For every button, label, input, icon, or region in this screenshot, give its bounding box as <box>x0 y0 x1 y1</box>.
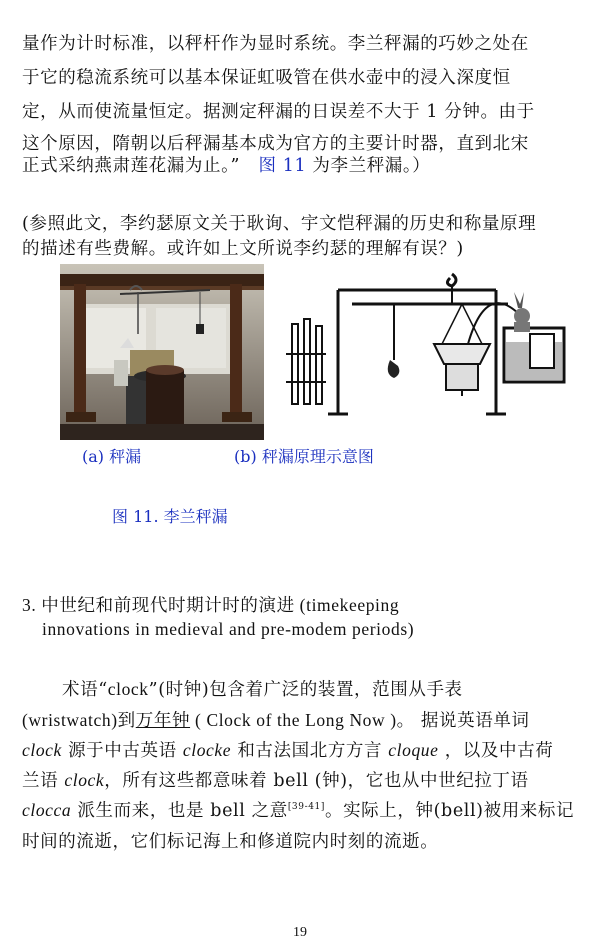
text-span: 为李兰秤漏。） <box>312 156 431 176</box>
text-span: 这个原因， <box>22 134 113 154</box>
text-span: 。实际上，钟(bell)被用来标记 <box>324 801 575 821</box>
paragraph-line <box>62 676 463 701</box>
text-span: 。 据说英语单词 <box>396 711 530 731</box>
text-span: 到 <box>117 711 136 731</box>
text-span: clocke <box>182 740 232 760</box>
note-line: 的描述有些费解。或许如上文所说李约瑟的理解有误？) <box>22 239 464 259</box>
text-span: ( Clock of the Long Now ) <box>190 710 397 730</box>
figure-title: 图 11. 李兰秤漏 <box>112 507 228 526</box>
paragraph-line: 时间的流逝，它们标记海上和修道院内时刻的流逝。 <box>22 832 439 852</box>
section-heading: innovations in medieval and pre-modem periods) <box>42 619 415 639</box>
text-span: cloque <box>388 740 439 760</box>
paragraph-line <box>22 152 430 177</box>
paragraph-line <box>22 767 529 792</box>
paragraph-line: 定，从而使流量恒定。据测定秤漏的日误差不大于 1 分钟。由于 <box>22 102 535 122</box>
section-heading: 3. 中世纪和前现代时期计时的演进 (timekeeping <box>22 595 400 615</box>
paragraph-line <box>22 737 553 762</box>
text-span: 源于中古英语 <box>61 741 183 761</box>
text-span: ”(时钟)包含着广泛的装置，范围从手表 <box>148 680 463 700</box>
text-span: clock <box>64 770 105 790</box>
citation-reference[interactable]: [39-41] <box>287 802 325 813</box>
text-span: 直到北宋 <box>456 134 529 154</box>
text-span: 派生而来，也是 bell 之意 <box>71 801 288 821</box>
text-span: ，以及中古荷 <box>438 741 554 761</box>
text-span: 隋朝 <box>112 134 149 154</box>
text-span: (wristwatch) <box>22 710 118 730</box>
text-span: 正式采纳燕肃莲花漏为止。” <box>22 156 240 176</box>
text-span: ，所有这些都意味着 bell (钟)，它也从中世纪拉丁语 <box>104 771 529 791</box>
note-line: (参照此文，李约瑟原文关于耿询、宇文恺秤漏的历史和称量原理 <box>22 214 537 234</box>
paragraph-line <box>22 707 530 732</box>
paragraph-line <box>22 797 574 822</box>
text-span: 计时器 <box>384 134 439 154</box>
paragraph-line: 于它的稳流系统可以基本保证虹吸管在供水壶中的浸入深度恒 <box>22 68 511 88</box>
steelyard-principle-diagram <box>272 264 572 440</box>
text-span: clocca <box>22 800 72 820</box>
text-span: 以后秤漏基本成为官方的主要 <box>148 134 385 154</box>
text-span: 兰语 <box>22 771 65 791</box>
steelyard-clepsydra-photo <box>60 264 264 440</box>
caption-b: (b) 秤漏原理示意图 <box>234 447 374 466</box>
text-span: clock <box>22 740 62 760</box>
caption-a: (a) 秤漏 <box>82 447 142 466</box>
text-span: ， <box>438 134 457 154</box>
text-span: 和古法国北方方言 <box>231 741 389 761</box>
paragraph-line: 量作为计时标准，以秤杆作为显时系统。李兰秤漏的巧妙之处在 <box>22 34 529 54</box>
text-span: clock <box>107 679 149 699</box>
text-span: 术语“ <box>62 680 108 700</box>
page-number: 19 <box>293 925 307 940</box>
link-text[interactable]: 万年钟 <box>135 711 191 731</box>
figure-reference-link[interactable]: 图 11 <box>258 156 307 176</box>
